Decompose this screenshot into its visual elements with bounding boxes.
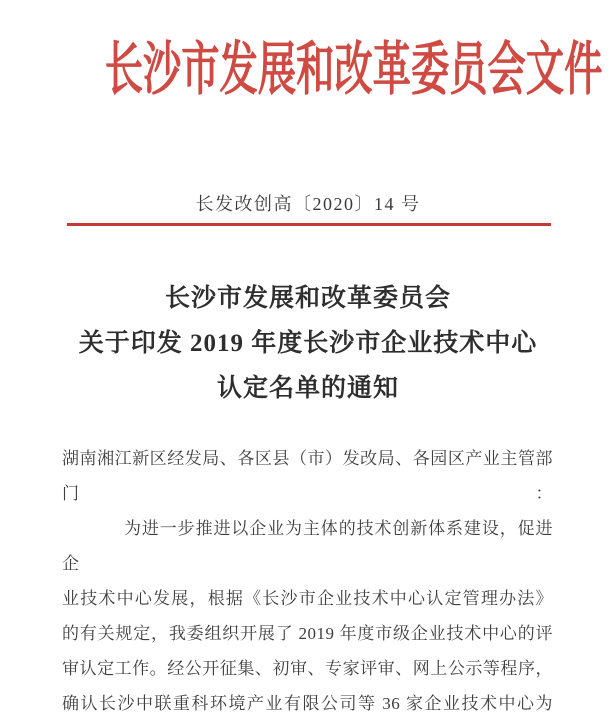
body-line: 业技术中心发展，根据《长沙市企业技术中心认定管理办法》	[62, 589, 553, 608]
document-masthead: 长沙市发展和改革委员会文件	[104, 37, 603, 102]
document-title-line-1: 长沙市发展和改革委员会	[164, 285, 451, 312]
document-title	[0, 276, 616, 411]
body-line: 的有关规定，我委组织开展了 2019 年度市级企业技术中心的评	[62, 624, 553, 643]
body-line: 为进一步推进以企业为主体的技术创新体系建设，促进企	[62, 519, 553, 573]
red-divider-line	[67, 223, 551, 226]
document-number: 长发改创高〔2020〕14 号	[195, 194, 421, 214]
salutation-line: 湖南湘江新区经发局、各区县（市）发改局、各园区产业主管部门：	[62, 449, 553, 503]
document-title-line-2: 关于印发 2019 年度长沙市企业技术中心	[78, 330, 538, 357]
body-line: 审认定工作。经公开征集、初审、专家评审、网上公示等程序，	[62, 659, 553, 678]
document-title-line-3: 认定名单的通知	[216, 375, 399, 402]
document-body	[62, 441, 553, 721]
body-line: 确认长沙中联重科环境产业有限公司等 36 家企业技术中心为	[62, 694, 553, 713]
